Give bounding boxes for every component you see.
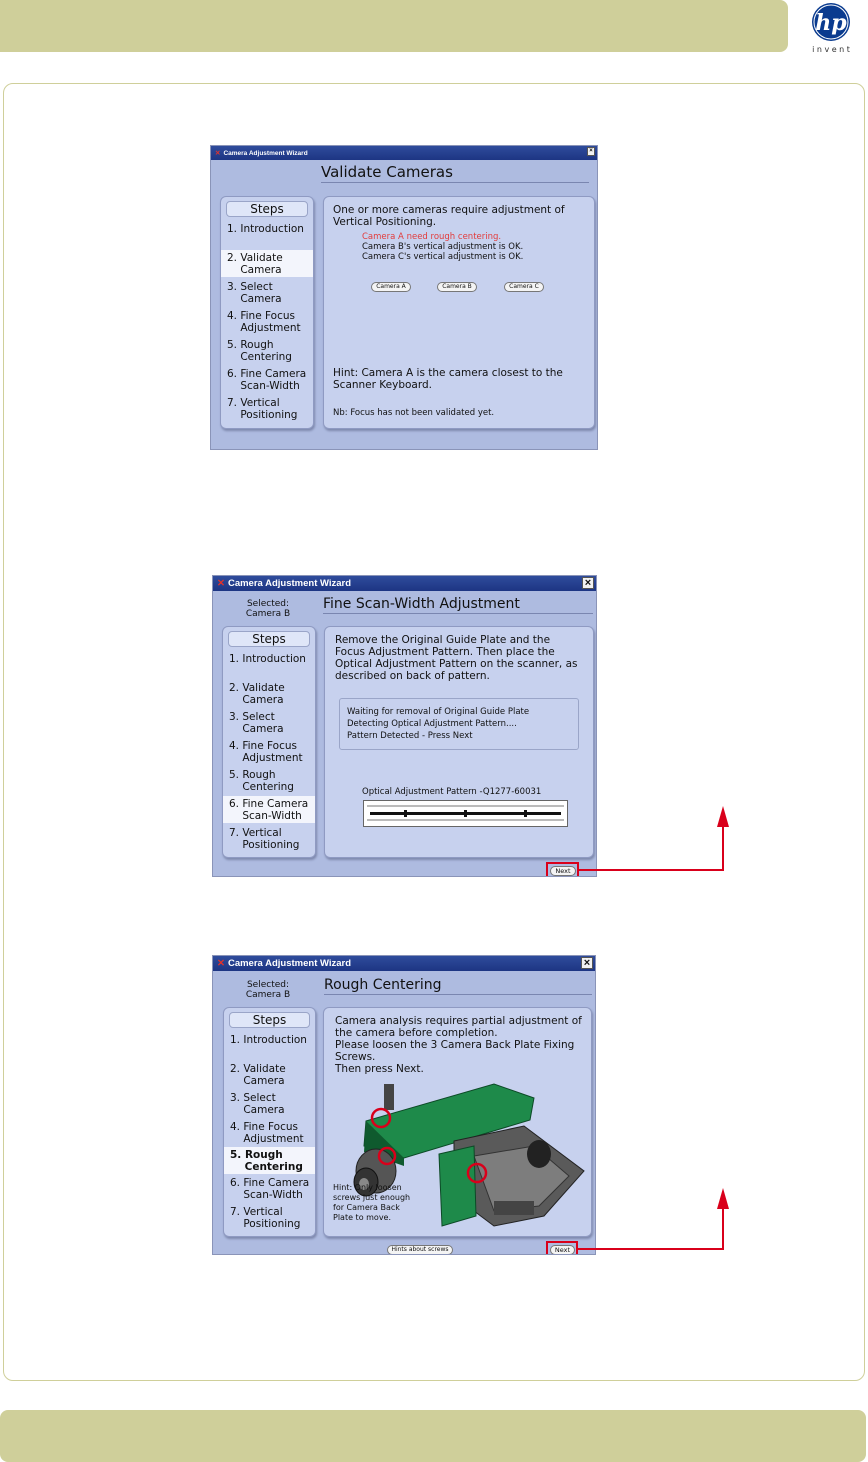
step-fine-scan-width: 6. Fine Camera Scan-Width xyxy=(227,368,307,392)
step-fine-focus: 4. Fine Focus Adjustment xyxy=(227,310,301,334)
window-title: Camera Adjustment Wizard xyxy=(223,149,308,157)
instruction-text: One or more cameras require adjustment of Vertical Positioning. xyxy=(333,204,565,228)
step-fine-focus: 4. Fine Focus Adjustment xyxy=(230,1121,304,1145)
step-validate-camera: 2. Validate Camera xyxy=(229,682,285,706)
step-select-camera: 3. Select Camera xyxy=(229,711,284,735)
step-rough-centering: 5. Rough Centering xyxy=(229,769,294,793)
step-rough-centering: 5. Rough Centering xyxy=(224,1147,315,1174)
status-line-3: Pattern Detected - Press Next xyxy=(347,731,473,741)
selected-camera: Selected: Camera B xyxy=(245,599,291,619)
close-button[interactable]: × xyxy=(587,147,595,156)
step-rough-centering: 5. Rough Centering xyxy=(227,339,292,363)
logo-tagline: i n v e n t xyxy=(812,45,850,54)
steps-title: Steps xyxy=(228,631,310,647)
step-fine-scan-width: 6. Fine Camera Scan-Width xyxy=(223,796,315,823)
selected-camera: Selected: Camera B xyxy=(245,980,291,1000)
camera-a-button[interactable]: Camera A xyxy=(371,282,411,292)
focus-note: Nb: Focus has not been validated yet. xyxy=(333,408,495,418)
status-line-2: Detecting Optical Adjustment Pattern.... xyxy=(347,719,517,729)
app-x-icon: ✕ xyxy=(215,150,221,157)
step-fine-scan-width: 6. Fine Camera Scan-Width xyxy=(230,1177,310,1201)
page-heading: Validate Cameras xyxy=(321,163,589,183)
logo-text: hp xyxy=(815,10,847,36)
steps-title: Steps xyxy=(226,201,308,217)
hint-text: Hint: Only loosen screws just enough for Camera Back Plate to move. xyxy=(333,1183,411,1222)
step-fine-focus: 4. Fine Focus Adjustment xyxy=(229,740,303,764)
instruction-text: Remove the Original Guide Plate and the Focus Adjustment Pattern. Then place the Optical Adjustment Pattern on the scanner, as described on back of pattern. xyxy=(335,634,578,682)
step-select-camera: 3. Select Camera xyxy=(230,1092,285,1116)
camera-b-status: Camera B's vertical adjustment is OK. xyxy=(362,242,524,252)
step-vertical-positioning: 7. Vertical Positioning xyxy=(230,1206,301,1230)
arrow-rough-centering-next xyxy=(578,1188,729,1249)
pattern-label: Optical Adjustment Pattern -Q1277-60031 xyxy=(362,787,542,797)
page-heading: Rough Centering xyxy=(324,976,592,995)
close-button[interactable]: × xyxy=(581,957,593,969)
hints-about-screws-button[interactable]: Hints about screws xyxy=(387,1245,453,1255)
arrow-scan-width-next xyxy=(578,806,729,870)
step-introduction: 1. Introduction xyxy=(229,653,306,665)
window-title: Camera Adjustment Wizard xyxy=(227,958,352,969)
camera-c-button[interactable]: Camera C xyxy=(504,282,544,292)
camera-a-status: Camera A need rough centering. xyxy=(362,232,502,242)
close-button[interactable]: × xyxy=(582,577,594,589)
instruction-text: Camera analysis requires partial adjustment of the camera before completion. Please loosen the 3 Camera Back Plate Fixing Screws. Then press Next. xyxy=(335,1015,582,1075)
app-x-icon: ✕ xyxy=(217,958,225,969)
step-vertical-positioning: 7. Vertical Positioning xyxy=(227,397,298,421)
next-button[interactable]: Next xyxy=(550,866,576,876)
window-title: Camera Adjustment Wizard xyxy=(227,578,352,589)
step-validate-camera: 2. Validate Camera xyxy=(221,250,313,277)
step-introduction: 1. Introduction xyxy=(227,223,304,235)
step-select-camera: 3. Select Camera xyxy=(227,281,282,305)
status-line-1: Waiting for removal of Original Guide Plate xyxy=(347,707,530,717)
steps-title: Steps xyxy=(229,1012,310,1028)
step-introduction: 1. Introduction xyxy=(230,1034,307,1046)
page-heading: Fine Scan-Width Adjustment xyxy=(323,595,593,614)
app-x-icon: ✕ xyxy=(217,578,225,589)
step-validate-camera: 2. Validate Camera xyxy=(230,1063,286,1087)
camera-c-status: Camera C's vertical adjustment is OK. xyxy=(362,252,524,262)
camera-b-button[interactable]: Camera B xyxy=(437,282,477,292)
next-button[interactable]: Next xyxy=(550,1245,575,1255)
step-vertical-positioning: 7. Vertical Positioning xyxy=(229,827,300,851)
hint-text: Hint: Camera A is the camera closest to the Scanner Keyboard. xyxy=(333,367,563,391)
